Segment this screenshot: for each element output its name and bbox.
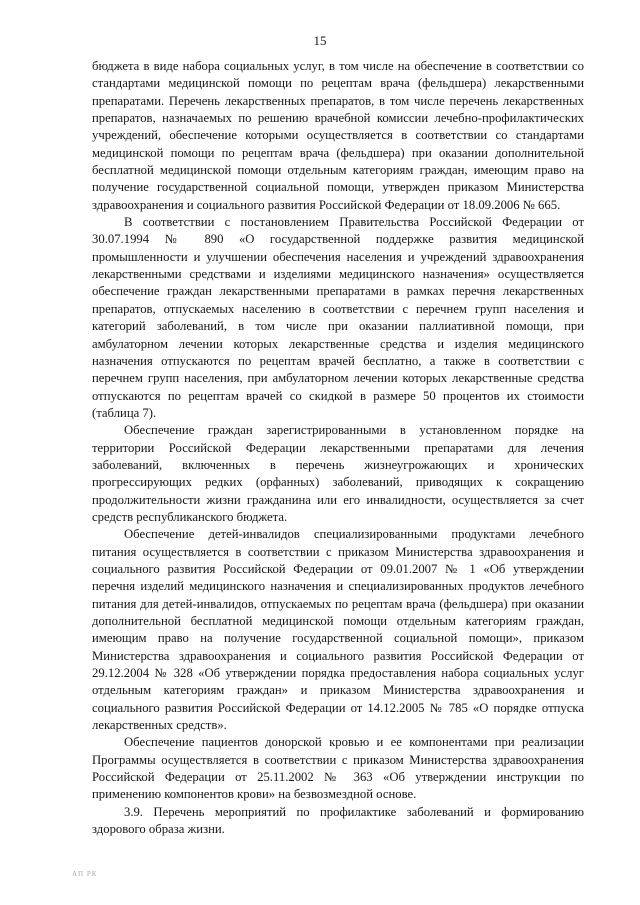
paragraph-2: В соответствии с постановлением Правительства Российской Федерации от 30.07.1994 № 890 «О государственной поддержке развития медицинской промышленности и улучшении обеспечения населения и учреждений здравоохранения лекарственными средствами и изделиями медицинского назначения» осуществляется обеспечение граждан лекарственными препаратами в рамках перечня лекарственных препаратов, отпускаемых населению в соответствии с перечнем групп населения и категорий заболеваний, в том числе при оказании паллиативной помощи, при амбулаторном лечении которых лекарственные средства и изделия медицинского назначения отпускаются по рецептам врачей бесплатно, а также в соответствии с перечнем групп населения, при амбулаторном лечении которых лекарственные средства отпускаются по рецептам врачей со скидкой в размере 50 процентов их стоимости (таблица 7). [92, 215, 584, 420]
section-heading-3-9: 3.9. Перечень мероприятий по профилактике заболеваний и формированию здорового образа жизни. [92, 804, 584, 837]
paragraph-4: Обеспечение детей-инвалидов специализированными продуктами лечебного питания осуществляется в соответствии с приказом Министерства здравоохранения и социального развития Российской Федерации от 09.01.2007 № 1 «Об утверждении перечня изделий медицинского назначения и специализированных продуктов лечебного питания для детей-инвалидов, отпускаемых по рецептам врача (фельдшера) при оказании дополнительной бесплатной медицинской помощи отдельным категориям граждан, имеющим право на получение государственной социальной помощи», приказом Министерства здравоохранения и социального развития Российской Федерации от 29.12.2004 № 328 «Об утверждении порядка предоставления набора социальных услуг отдельным категориям граждан» и приказом Министерства здравоохранения и социального развития Российской Федерации от 14.12.2005 № 785 «О порядке отпуска лекарственных средств». [92, 527, 584, 733]
footer-stamp: АП РК [72, 870, 98, 878]
paragraph-5: Обеспечение пациентов донорской кровью и ее компонентами при реализации Программы осуществляется в соответствии с приказом Министерства здравоохранения Российской Федерации от 25.11.2002 № 363 «Об утверждении инструкции по применению компонентов крови» на безвозмездной основе. [92, 735, 584, 802]
document-body [92, 58, 584, 838]
paragraph-1: бюджета в виде набора социальных услуг, в том числе на обеспечение в соответствии со стандартами медицинской помощи по рецептам врача (фельдшера) лекарственными препаратами. Перечень лекарственных препаратов, в том числе перечень лекарственных препаратов, назначаемых по решению врачебной комиссии лечебно-профилактических учреждений, обеспечение которыми осуществляется в соответствии со стандартами медицинской помощи по рецептам врача (фельдшера) при оказании дополнительной бесплатной медицинской помощи отдельным категориям граждан, имеющим право на получение государственной социальной помощи, утвержден приказом Министерства здравоохранения и социального развития Российской Федерации от 18.09.2006 № 665. [92, 59, 584, 212]
page-number: 15 [313, 33, 327, 48]
paragraph-3: Обеспечение граждан зарегистрированными в установленном порядке на территории Российской Федерации лекарственными препаратами для лечения заболеваний, включенных в перечень жизнеугрожающих и хронических прогрессирующих редких (орфанных) заболеваний, приводящих к сокращению продолжительности жизни гражданина или его инвалидности, осуществляется за счет средств республиканского бюджета. [92, 423, 584, 524]
